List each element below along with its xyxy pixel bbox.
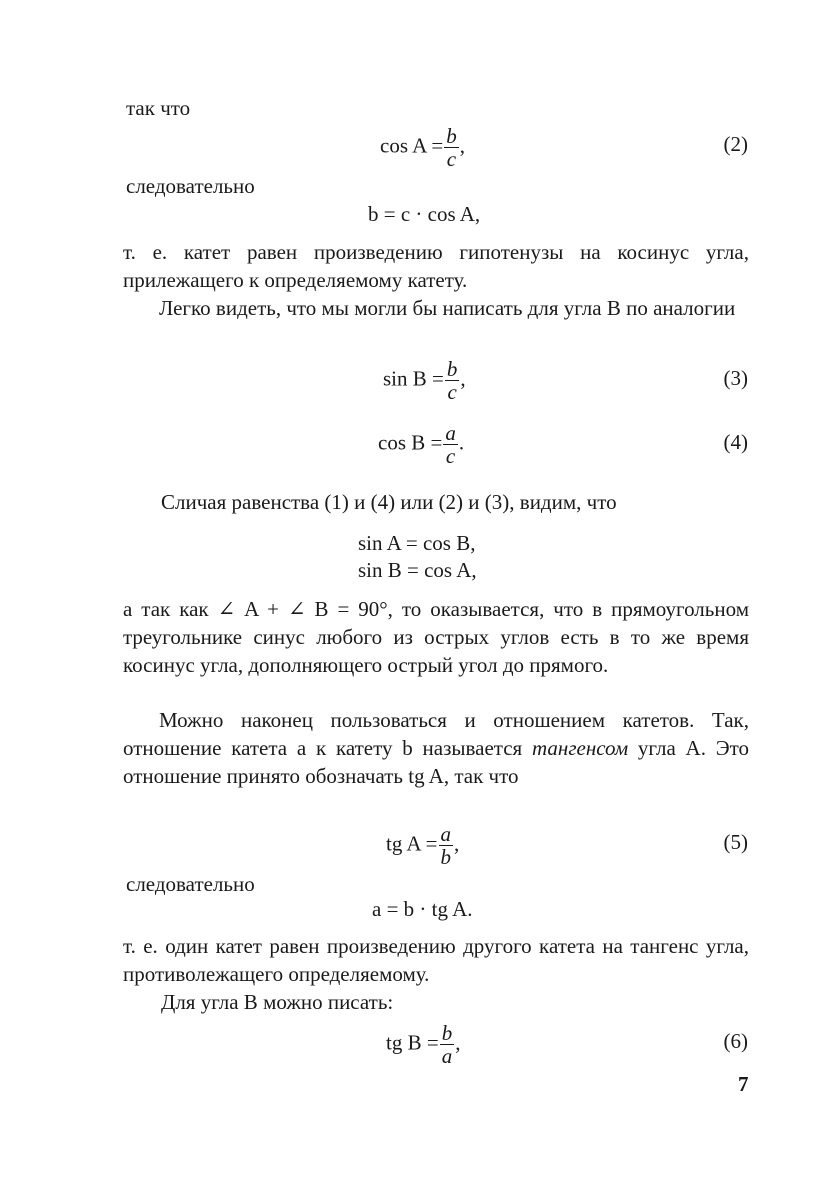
equation-number: (2) bbox=[723, 132, 748, 156]
denominator: c bbox=[444, 147, 459, 170]
formula-lhs: cos B = bbox=[378, 430, 443, 455]
equation-number: (6) bbox=[723, 1029, 748, 1053]
formula-lhs: tg B = bbox=[386, 1030, 439, 1055]
text-line: Сличая равенства (1) и (4) или (2) и (3), видим, что bbox=[161, 490, 617, 514]
text-line: следовательно bbox=[126, 174, 255, 198]
page-number: 7 bbox=[738, 1072, 749, 1096]
formula-punct: , bbox=[454, 831, 460, 856]
paragraph-text: угла A. Это отношение принято обозначать tg A, так что bbox=[123, 736, 749, 788]
paragraph bbox=[123, 706, 749, 790]
text-line: Для угла B можно писать: bbox=[161, 990, 394, 1014]
paragraph: Легко видеть, что мы могли бы написать для угла B по аналогии bbox=[159, 296, 736, 320]
denominator: a bbox=[441, 1044, 453, 1069]
formula-a: a = b · tg A. bbox=[372, 897, 473, 921]
text-line: следовательно bbox=[126, 872, 255, 896]
formula-lhs: tg A = bbox=[386, 831, 438, 856]
paragraph: т. е. один катет равен произведению другого катета на тангенс угла, противолежащего определяемому. bbox=[123, 934, 749, 986]
numerator: b bbox=[441, 1021, 453, 1045]
numerator: b bbox=[446, 357, 458, 381]
text-line: так что bbox=[126, 96, 191, 120]
formula-5 bbox=[386, 823, 459, 868]
formula-sin-a: sin A = cos B, bbox=[358, 531, 476, 555]
fraction bbox=[443, 422, 458, 467]
denominator: b bbox=[440, 845, 452, 870]
fraction bbox=[439, 823, 454, 868]
term-italic: тангенсом bbox=[531, 736, 629, 760]
formula-3 bbox=[383, 358, 466, 403]
equation-number: (4) bbox=[723, 430, 748, 454]
paragraph-text: Можно наконец пользоваться и отношением катетов. Так, отношение катета a к катету b называется bbox=[123, 708, 749, 760]
formula-6 bbox=[386, 1022, 460, 1067]
fraction bbox=[440, 1022, 455, 1067]
formula-punct: . bbox=[458, 430, 465, 455]
denominator: c bbox=[443, 444, 458, 467]
numerator: a bbox=[440, 822, 452, 846]
paragraph: т. е. катет равен произведению гипотенузы на косинус угла, прилежащего к определяемому катету. bbox=[123, 240, 749, 292]
formula-punct: , bbox=[455, 1030, 461, 1055]
fraction bbox=[444, 125, 459, 170]
formula-b: b = c · cos A, bbox=[368, 202, 481, 226]
numerator: a bbox=[445, 421, 456, 445]
numerator: b bbox=[446, 124, 457, 148]
formula-lhs: cos A = bbox=[380, 133, 444, 158]
formula-punct: , bbox=[459, 133, 465, 158]
equation-number: (3) bbox=[723, 366, 748, 390]
fraction bbox=[445, 358, 460, 403]
paragraph: а так как ∠ A + ∠ B = 90°, то оказывается, что в прямоугольном треугольнике синус любого из острых углов есть в то же время косинус угла, дополняющего острый угол до прямого. bbox=[123, 597, 749, 677]
formula-lhs: sin B = bbox=[383, 366, 444, 391]
formula-4 bbox=[378, 422, 464, 467]
formula-2 bbox=[380, 125, 465, 170]
equation-number: (5) bbox=[723, 830, 748, 854]
denominator: c bbox=[445, 380, 460, 403]
formula-sin-b: sin B = cos A, bbox=[358, 558, 477, 582]
formula-punct: , bbox=[460, 366, 466, 391]
